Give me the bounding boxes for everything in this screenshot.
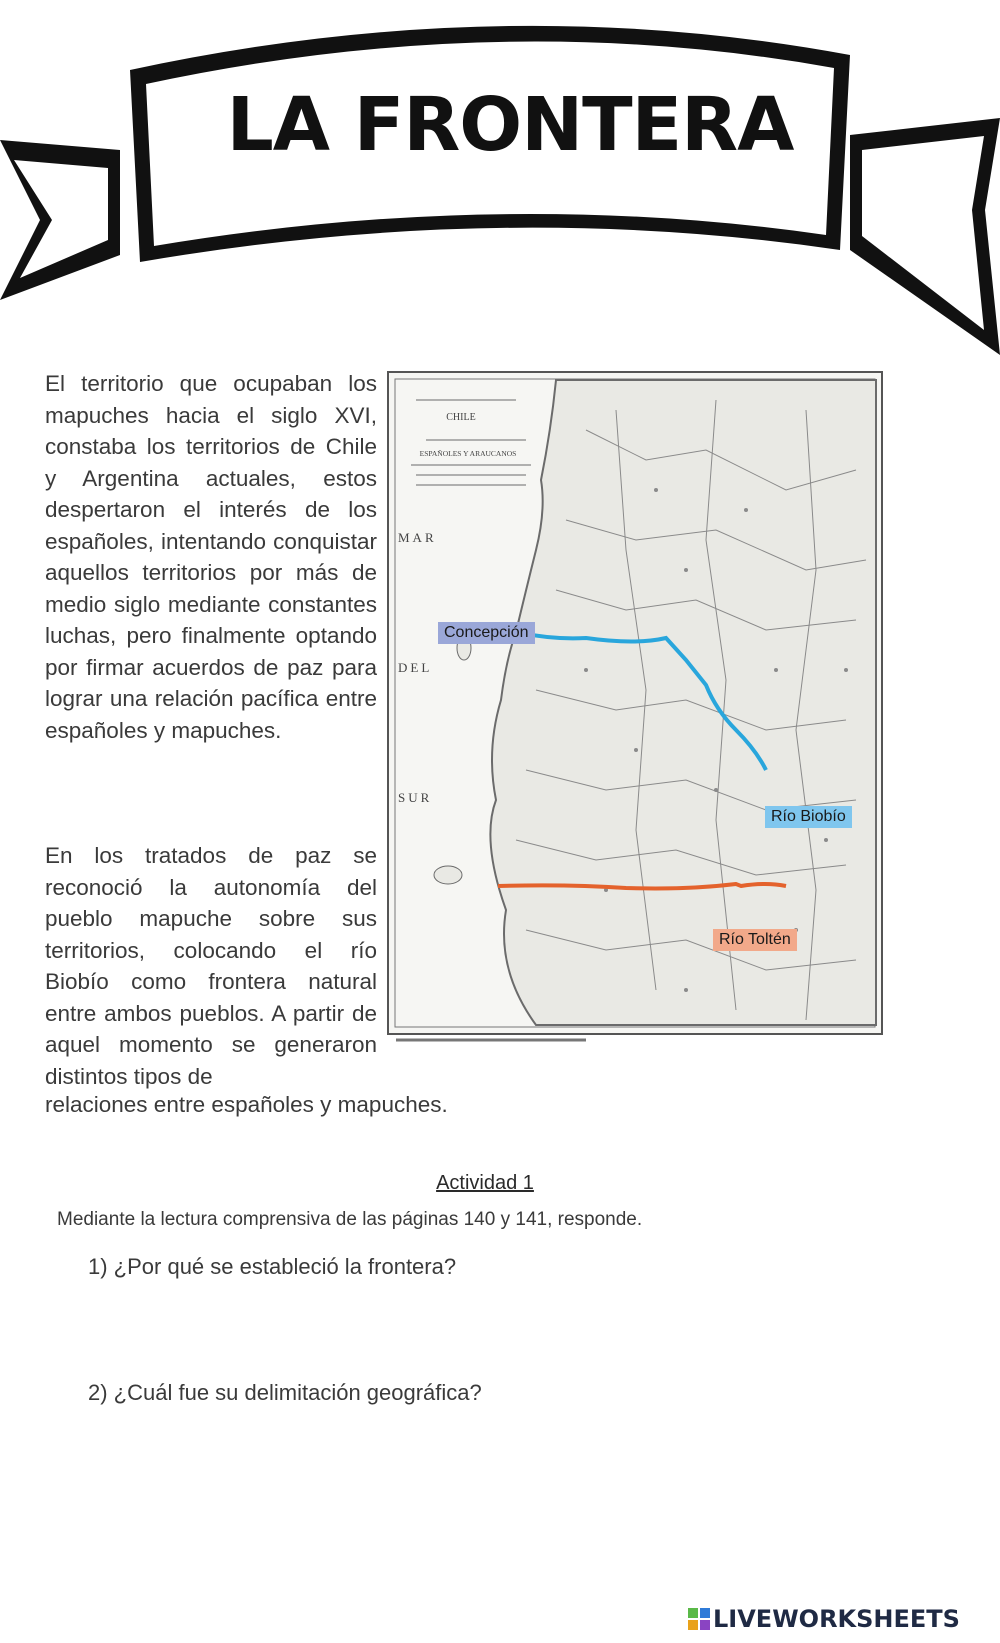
treaty-paragraph: En los tratados de paz se reconoció la autonomía del pueblo mapuche sobre sus territorios, colocando el río Biobío como frontera natural entre ambos pueblos. A partir de aquel momento se generaron distintos tipos de [45, 843, 377, 1089]
question-2: 2) ¿Cuál fue su delimitación geográfica? [88, 1380, 482, 1405]
historic-map [386, 370, 916, 1070]
island [434, 866, 462, 884]
sea-word-mar: MAR [398, 530, 437, 545]
map-title-espanoles: ESPAÑOLES Y ARAUCANOS [419, 449, 517, 458]
liveworksheets-logo [688, 1606, 960, 1632]
title-ribbon-banner [0, 0, 1000, 360]
liveworksheets-icon [688, 1608, 710, 1630]
intro-paragraph: El territorio que ocupaban los mapuches hacia el siglo XVI, constaba los territorios de Chile y Argentina actuales, estos despertaron el interés de los españoles, intentando conquistar aquellos territorios por más de medio siglo mediante constantes luchas, pero finalmente optando por firmar acuerdos de paz para lograr una relación pacífica entre españoles y mapuches. [45, 371, 377, 743]
question-1: 1) ¿Por qué se estableció la frontera? [88, 1254, 457, 1279]
sea-word-del: DEL [398, 660, 433, 675]
biobio-label: Río Biobío [765, 806, 852, 828]
tolten-label: Río Toltén [713, 929, 797, 951]
map-title-chile: CHILE [446, 412, 476, 423]
sea-word-sur: SUR [398, 790, 433, 805]
treaty-paragraph-tail: relaciones entre españoles y mapuches. [45, 1092, 448, 1117]
activity-title: Actividad 1 [436, 1172, 534, 1194]
land-mass [490, 380, 876, 1025]
watermark-text: LIVEWORKSHEETS [713, 1605, 960, 1633]
activity-instruction: Mediante la lectura comprensiva de las páginas 140 y 141, responde. [57, 1209, 643, 1230]
concepcion-label: Concepción [438, 622, 535, 644]
page-title: LA FRONTERA [226, 82, 794, 168]
